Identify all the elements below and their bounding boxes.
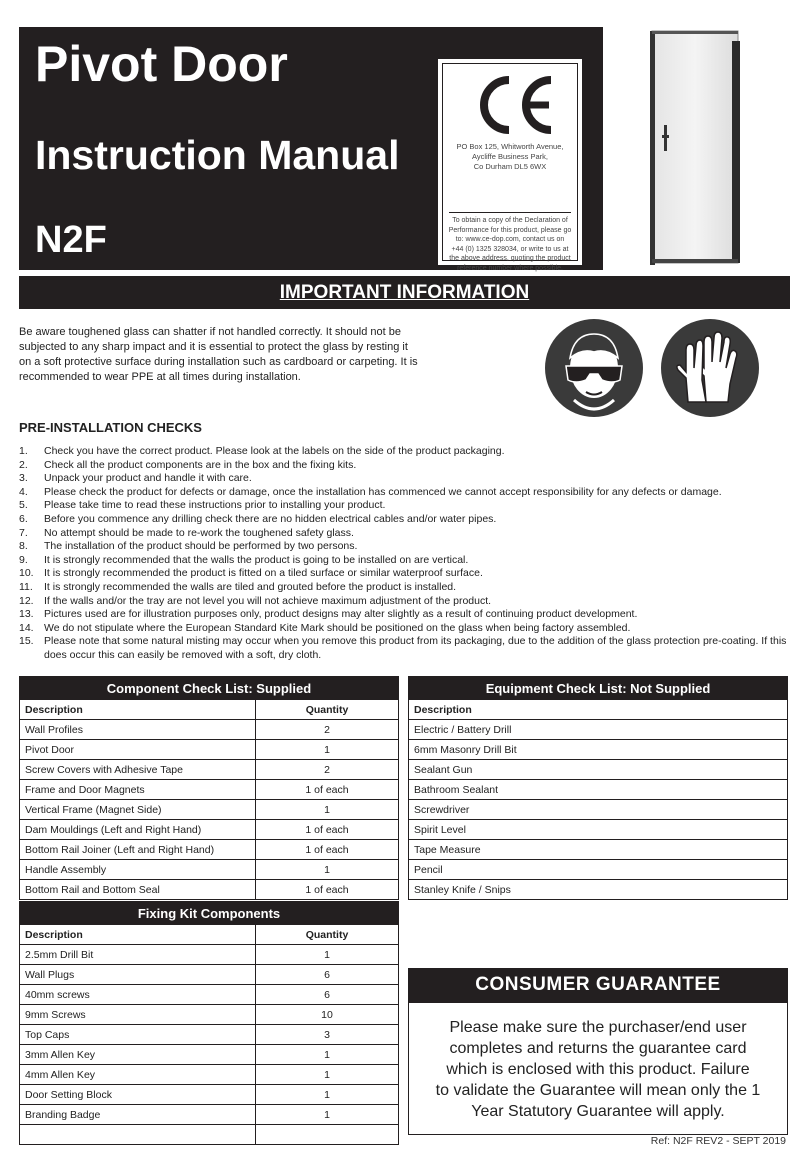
table-row: Top Caps 3	[20, 1025, 399, 1045]
table-row: 6mm Masonry Drill Bit	[409, 740, 788, 760]
list-item: 14. We do not stipulate where the European Standard Kite Mark should be positioned on the glass when being factory assembled.	[19, 621, 631, 634]
table-row: Pencil	[409, 860, 788, 880]
consumer-guarantee-title: CONSUMER GUARANTEE	[408, 968, 788, 1002]
column-header: Description	[409, 700, 788, 720]
ce-declaration-note: To obtain a copy of the Declaration of Performance for this product, please go to: www.ce-dop.com, contact us on +44 (0) 1325 328034, or write to us at the above address, quoting the product reference number where possible.	[448, 217, 572, 272]
table-row: Bottom Rail Joiner (Left and Right Hand) 1 of each	[20, 840, 399, 860]
table-row: Wall Profiles 2	[20, 720, 399, 740]
table-title: Fixing Kit Components	[20, 902, 399, 925]
table-row: Dam Mouldings (Left and Right Hand) 1 of each	[20, 820, 399, 840]
table-row: Pivot Door 1	[20, 740, 399, 760]
list-item: 8. The installation of the product should be performed by two persons.	[19, 540, 358, 553]
list-item: 15. Please note that some natural misting may occur when you remove this product from its packaging, due to the addition of the glass protection pre-coating. If this does occur this can easily be removed with a soft, dry cloth.	[19, 635, 787, 661]
table-row: 4mm Allen Key 1	[20, 1065, 399, 1085]
table-row: Spirit Level	[409, 820, 788, 840]
list-item: 1. Check you have the correct product. Please look at the labels on the side of the product packaging.	[19, 445, 505, 457]
component-check-list-table	[19, 676, 399, 900]
table-row: Bottom Rail and Bottom Seal 1 of each	[20, 880, 399, 900]
list-item: 9. It is strongly recommended that the walls the product is going to be installed on are vertical.	[19, 553, 469, 566]
safety-gloves-icon	[660, 318, 760, 418]
equipment-check-list-table	[408, 676, 788, 900]
list-item: 10. It is strongly recommended the product is fitted on a tiled surface or similar waterproof surface.	[19, 567, 483, 580]
safety-intro-text: Be aware toughened glass can shatter if not handled correctly. It should not be subjected to any sharp impact and it is essential to protect the glass by resting it on a soft protective surface during installation such as cardboard or carpeting. It is recommended to wear PPE at all times during installation.	[19, 326, 418, 383]
table-row: Bathroom Sealant	[409, 780, 788, 800]
document-reference: Ref: N2F REV2 - SEPT 2019	[650, 1135, 786, 1147]
safety-goggles-icon	[544, 318, 644, 418]
list-item: 12. If the walls and/or the tray are not level you will not achieve maximum adjustment of the product.	[19, 594, 492, 607]
table-row: Branding Badge 1	[20, 1105, 399, 1125]
column-header: Description	[20, 925, 256, 945]
document-title: Pivot Door	[35, 36, 288, 92]
model-code: N2F	[35, 219, 107, 261]
list-item: 6. Before you commence any drilling check there are no hidden electrical cables and/or water pipes.	[19, 512, 497, 525]
table-row: Sealant Gun	[409, 760, 788, 780]
list-item: 13. Pictures used are for illustration purposes only, product designs may alter slightly as a result of continuing product development.	[19, 608, 638, 621]
pre-installation-title: PRE-INSTALLATION CHECKS	[19, 420, 202, 435]
table-row: 40mm screws 6	[20, 985, 399, 1005]
pivot-door-image	[640, 27, 750, 267]
table-row: Screw Covers with Adhesive Tape 2	[20, 760, 399, 780]
ce-divider	[449, 212, 571, 213]
table-row: 3mm Allen Key 1	[20, 1045, 399, 1065]
list-item: 7. No attempt should be made to re-work the toughened safety glass.	[19, 526, 354, 539]
list-item: 3. Unpack your product and handle it with care.	[19, 472, 252, 485]
column-header: Description	[20, 700, 256, 720]
table-row: Vertical Frame (Magnet Side) 1	[20, 800, 399, 820]
fixing-kit-table	[19, 901, 399, 1145]
table-row: Door Setting Block 1	[20, 1085, 399, 1105]
table-row: Frame and Door Magnets 1 of each	[20, 780, 399, 800]
list-item: 4. Please check the product for defects or damage, once the installation has commenced we cannot accept responsibility for any defects or damage.	[19, 485, 722, 498]
header-block	[19, 27, 603, 270]
table-row: Wall Plugs 6	[20, 965, 399, 985]
table-row: 9mm Screws 10	[20, 1005, 399, 1025]
consumer-guarantee-text: Please make sure the purchaser/end user completes and returns the guarantee card which is enclosed with this product. Failure to validate the Guarantee will mean only the 1 Year Statutory Guarantee will apply.	[408, 1002, 788, 1135]
document-subtitle: Instruction Manual	[35, 132, 400, 178]
pre-installation-list	[19, 445, 790, 663]
table-title: Component Check List: Supplied	[20, 677, 399, 700]
important-information-title: IMPORTANT INFORMATION	[279, 282, 530, 303]
table-row: 2.5mm Drill Bit 1	[20, 945, 399, 965]
list-item: 11. It is strongly recommended the walls are tiled and grouted before the product is installed.	[19, 580, 457, 593]
table-row: Tape Measure	[409, 840, 788, 860]
list-item: 5. Please take time to read these instructions prior to installing your product.	[19, 499, 386, 512]
column-header: Quantity	[256, 925, 399, 945]
ce-address: PO Box 125, Whitworth Avenue, Aycliffe Business Park, Co Durham DL5 6WX	[456, 142, 564, 171]
table-row: Electric / Battery Drill	[409, 720, 788, 740]
table-row: Screwdriver	[409, 800, 788, 820]
ce-mark-icon	[471, 72, 561, 138]
table-row	[20, 1125, 399, 1145]
ce-certification-box	[437, 58, 583, 272]
list-item: 2. Check all the product components are in the box and the fixing kits.	[19, 458, 357, 471]
table-title: Equipment Check List: Not Supplied	[409, 677, 788, 700]
important-information-banner	[19, 276, 790, 309]
table-row: Stanley Knife / Snips	[409, 880, 788, 900]
table-row: Handle Assembly 1	[20, 860, 399, 880]
column-header: Quantity	[256, 700, 399, 720]
